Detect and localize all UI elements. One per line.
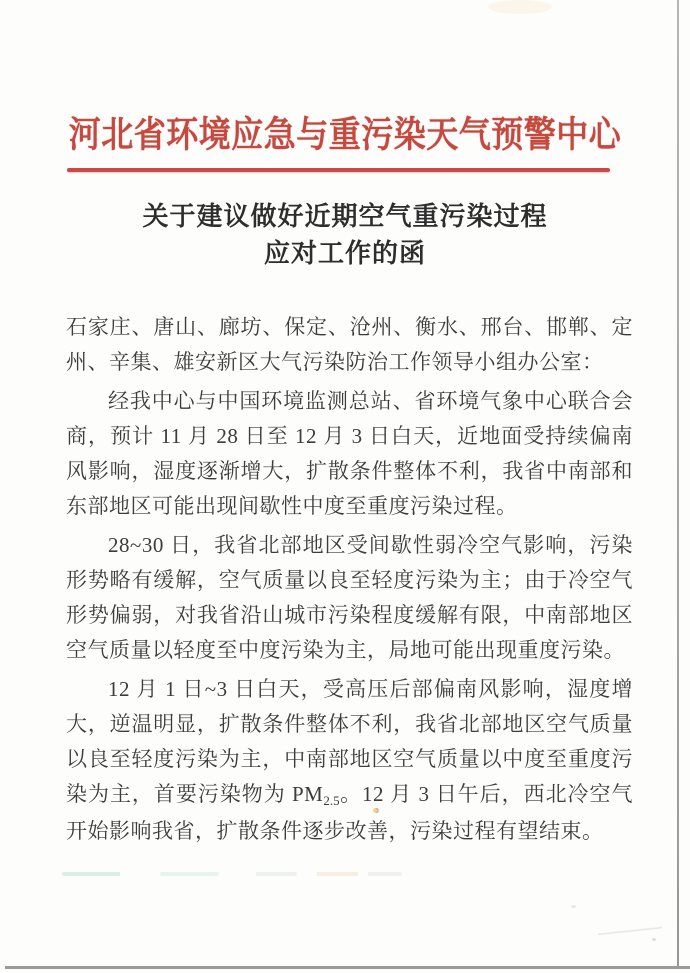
document-title-line-2: 应对工作的函 xyxy=(263,239,426,268)
document-title xyxy=(0,198,690,272)
paragraph-joint-forecast: 经我中心与中国环境监测总站、省环境气象中心联合会商，预计 11 月 28 日至 12 月 3 日白天，近地面受持续偏南风影响，湿度逐渐增大，扩散条件整体不利，我省中南部和东部地区可能出现间歇性中度至重度污染过程。 xyxy=(66,389,633,518)
recipients-salutation: 石家庄、唐山、廊坊、保定、沧州、衡水、邢台、邯郸、定州、辛集、雄安新区大气污染防治工作领导小组办公室： xyxy=(66,315,633,374)
scan-speckle xyxy=(571,905,576,908)
scan-edge-bottom xyxy=(5,966,690,969)
document-title-line-1: 关于建议做好近期空气重污染过程 xyxy=(142,202,548,231)
paragraph-dec-1-3 xyxy=(66,672,633,849)
letter-body xyxy=(66,310,633,849)
paragraph-nov-28-30: 28~30 日，我省北部地区受间歇性弱冷空气影响，污染形势略有缓解，空气质量以良至轻度污染为主；由于冷空气形势偏弱，对我省沿山城市污染程度缓解有限，中南部地区空气质量以轻度至中度污染为主，局地可能出现重度污染。 xyxy=(66,533,634,662)
scan-speckle xyxy=(652,938,656,941)
letterhead-title: 河北省环境应急与重污染天气预警中心 xyxy=(68,114,622,155)
scan-crease xyxy=(598,926,662,936)
paragraph-dec-1-3-text-end: 。12 月 3 日午后，西北冷空气开始影响我省，扩散条件逐步改善，污染过程有望结束。 xyxy=(66,782,634,843)
scan-color-artifact xyxy=(373,808,380,813)
scan-warm-patch xyxy=(488,0,552,14)
pm25-subscript: 2.5 xyxy=(323,793,340,808)
scan-smudge xyxy=(62,872,402,876)
letterhead-rule xyxy=(67,168,610,172)
scan-edge-right xyxy=(677,0,679,969)
paragraph-dec-1-3-text: 12 月 1 日~3 日白天，受高压后部偏南风影响，湿度增大，逆温明显，扩散条件整体不利，我省北部地区空气质量以良至轻度污染为主，中南部地区空气质量以中度至重度污染为主，首要污染物为 PM xyxy=(66,677,633,806)
